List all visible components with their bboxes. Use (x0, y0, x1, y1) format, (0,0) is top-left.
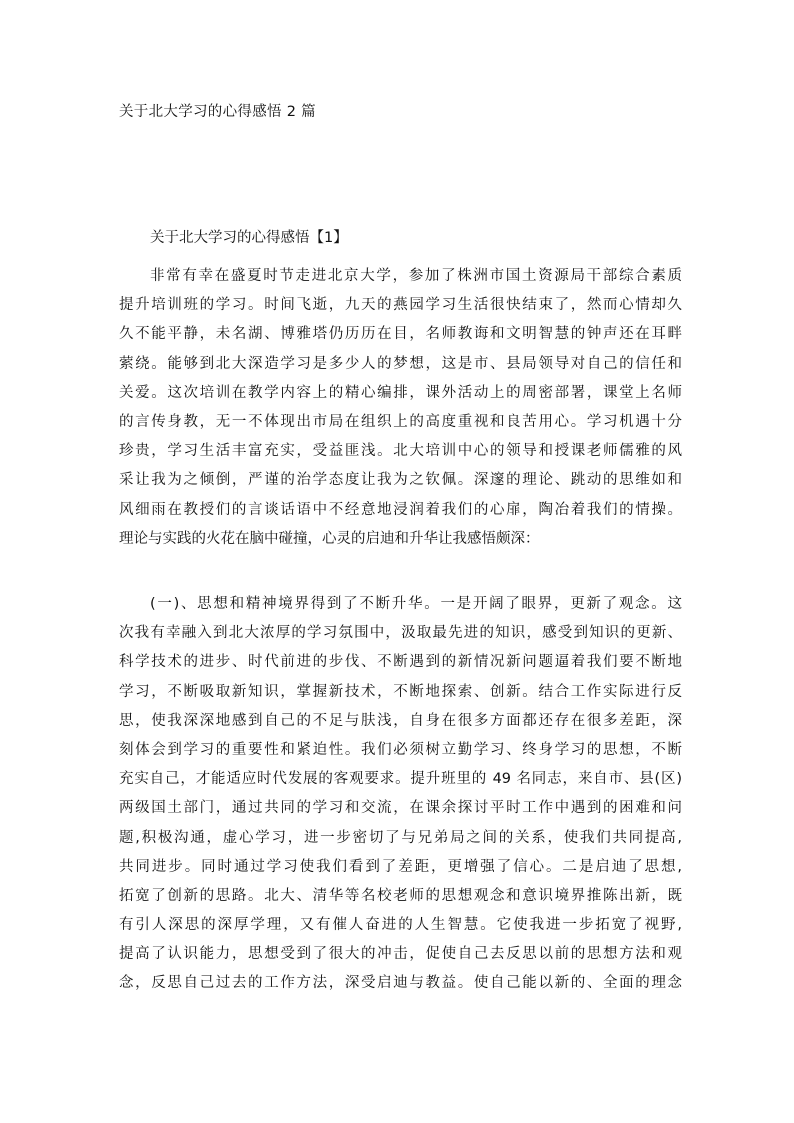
paragraph-line: 刻体会到学习的重要性和紧迫性。我们必须树立勤学习、终身学习的思想，不断 (119, 741, 682, 758)
paragraph-line: 珍贵，学习生活丰富充实，受益匪浅。北大培训中心的领导和授课老师儒雅的风 (119, 443, 682, 460)
paragraph-line: 风细雨在教授们的言谈话语中不经意地浸润着我们的心扉，陶冶着我们的情操。 (119, 501, 682, 518)
paragraph-line: 有引人深思的深厚学理，又有催人奋进的人生智慧。它使我进一步拓宽了视野, (119, 917, 682, 934)
paragraph-line: 思，使我深深地感到自己的不足与肤浅，自身在很多方面都还存在很多差距，深 (119, 712, 682, 729)
paragraph-line: 的言传身教，无一不体现出市局在组织上的高度重视和良苦用心。学习机遇十分 (119, 413, 682, 430)
paragraph-line: 两级国土部门，通过共同的学习和交流，在课余探讨平时工作中遇到的困难和问 (119, 800, 682, 817)
paragraph-line: 非常有幸在盛夏时节走进北京大学，参加了株洲市国土资源局干部综合素质 (150, 268, 682, 284)
section-heading: 关于北大学习的心得感悟【1】 (150, 230, 348, 246)
paragraph-line: 共同进步。同时通过学习使我们看到了差距，更增强了信心。二是启迪了思想, (119, 858, 682, 875)
paragraph-line: 次我有幸融入到北大浓厚的学习氛围中，汲取最先进的知识，感受到知识的更新、 (119, 625, 682, 642)
paragraph-line: 充实自己，才能适应时代发展的客观要求。提升班里的 49 名同志，来自市、县(区) (119, 771, 682, 788)
paragraph-line: 科学技术的进步、时代前进的步伐、不断遇到的新情况新问题逼着我们要不断地 (119, 654, 682, 671)
paragraph-line: 久不能平静，未名湖、博雅塔仍历历在目，名师教诲和文明智慧的钟声还在耳畔 (119, 326, 682, 343)
paragraph-line: 关爱。这次培训在教学内容上的精心编排，课外活动上的周密部署，课堂上名师 (119, 384, 682, 401)
paragraph-line: 理论与实践的火花在脑中碰撞，心灵的启迪和升华让我感悟颇深： (119, 530, 540, 547)
paragraph-1 (119, 262, 682, 554)
document-title: 关于北大学习的心得感悟 2 篇 (119, 104, 316, 120)
paragraph-line: 题,积极沟通，虚心学习，进一步密切了与兄弟局之间的关系，使我们共同提高, (119, 829, 682, 846)
paragraph-line: 萦绕。能够到北大深造学习是多少人的梦想，这是市、县局领导对自己的信任和 (119, 355, 682, 372)
paragraph-line: 提高了认识能力，思想受到了很大的冲击，促使自己去反思以前的思想方法和观 (119, 946, 682, 963)
paragraph-line: (一)、思想和精神境界得到了不断升华。一是开阔了眼界，更新了观念。这 (150, 596, 682, 612)
paragraph-line: 拓宽了创新的思路。北大、清华等名校老师的思想观念和意识境界推陈出新，既 (119, 887, 682, 904)
paragraph-2 (119, 590, 682, 999)
paragraph-line: 采让我为之倾倒，严谨的治学态度让我为之钦佩。深邃的理论、跳动的思维如和 (119, 472, 682, 489)
paragraph-line: 念，反思自己过去的工作方法，深受启迪与教益。使自己能以新的、全面的理念 (119, 975, 682, 992)
paragraph-line: 提升培训班的学习。时间飞逝，九天的燕园学习生活很快结束了，然而心情却久 (119, 297, 682, 314)
paragraph-line: 学习，不断吸取新知识，掌握新技术，不断地探索、创新。结合工作实际进行反 (119, 683, 682, 700)
